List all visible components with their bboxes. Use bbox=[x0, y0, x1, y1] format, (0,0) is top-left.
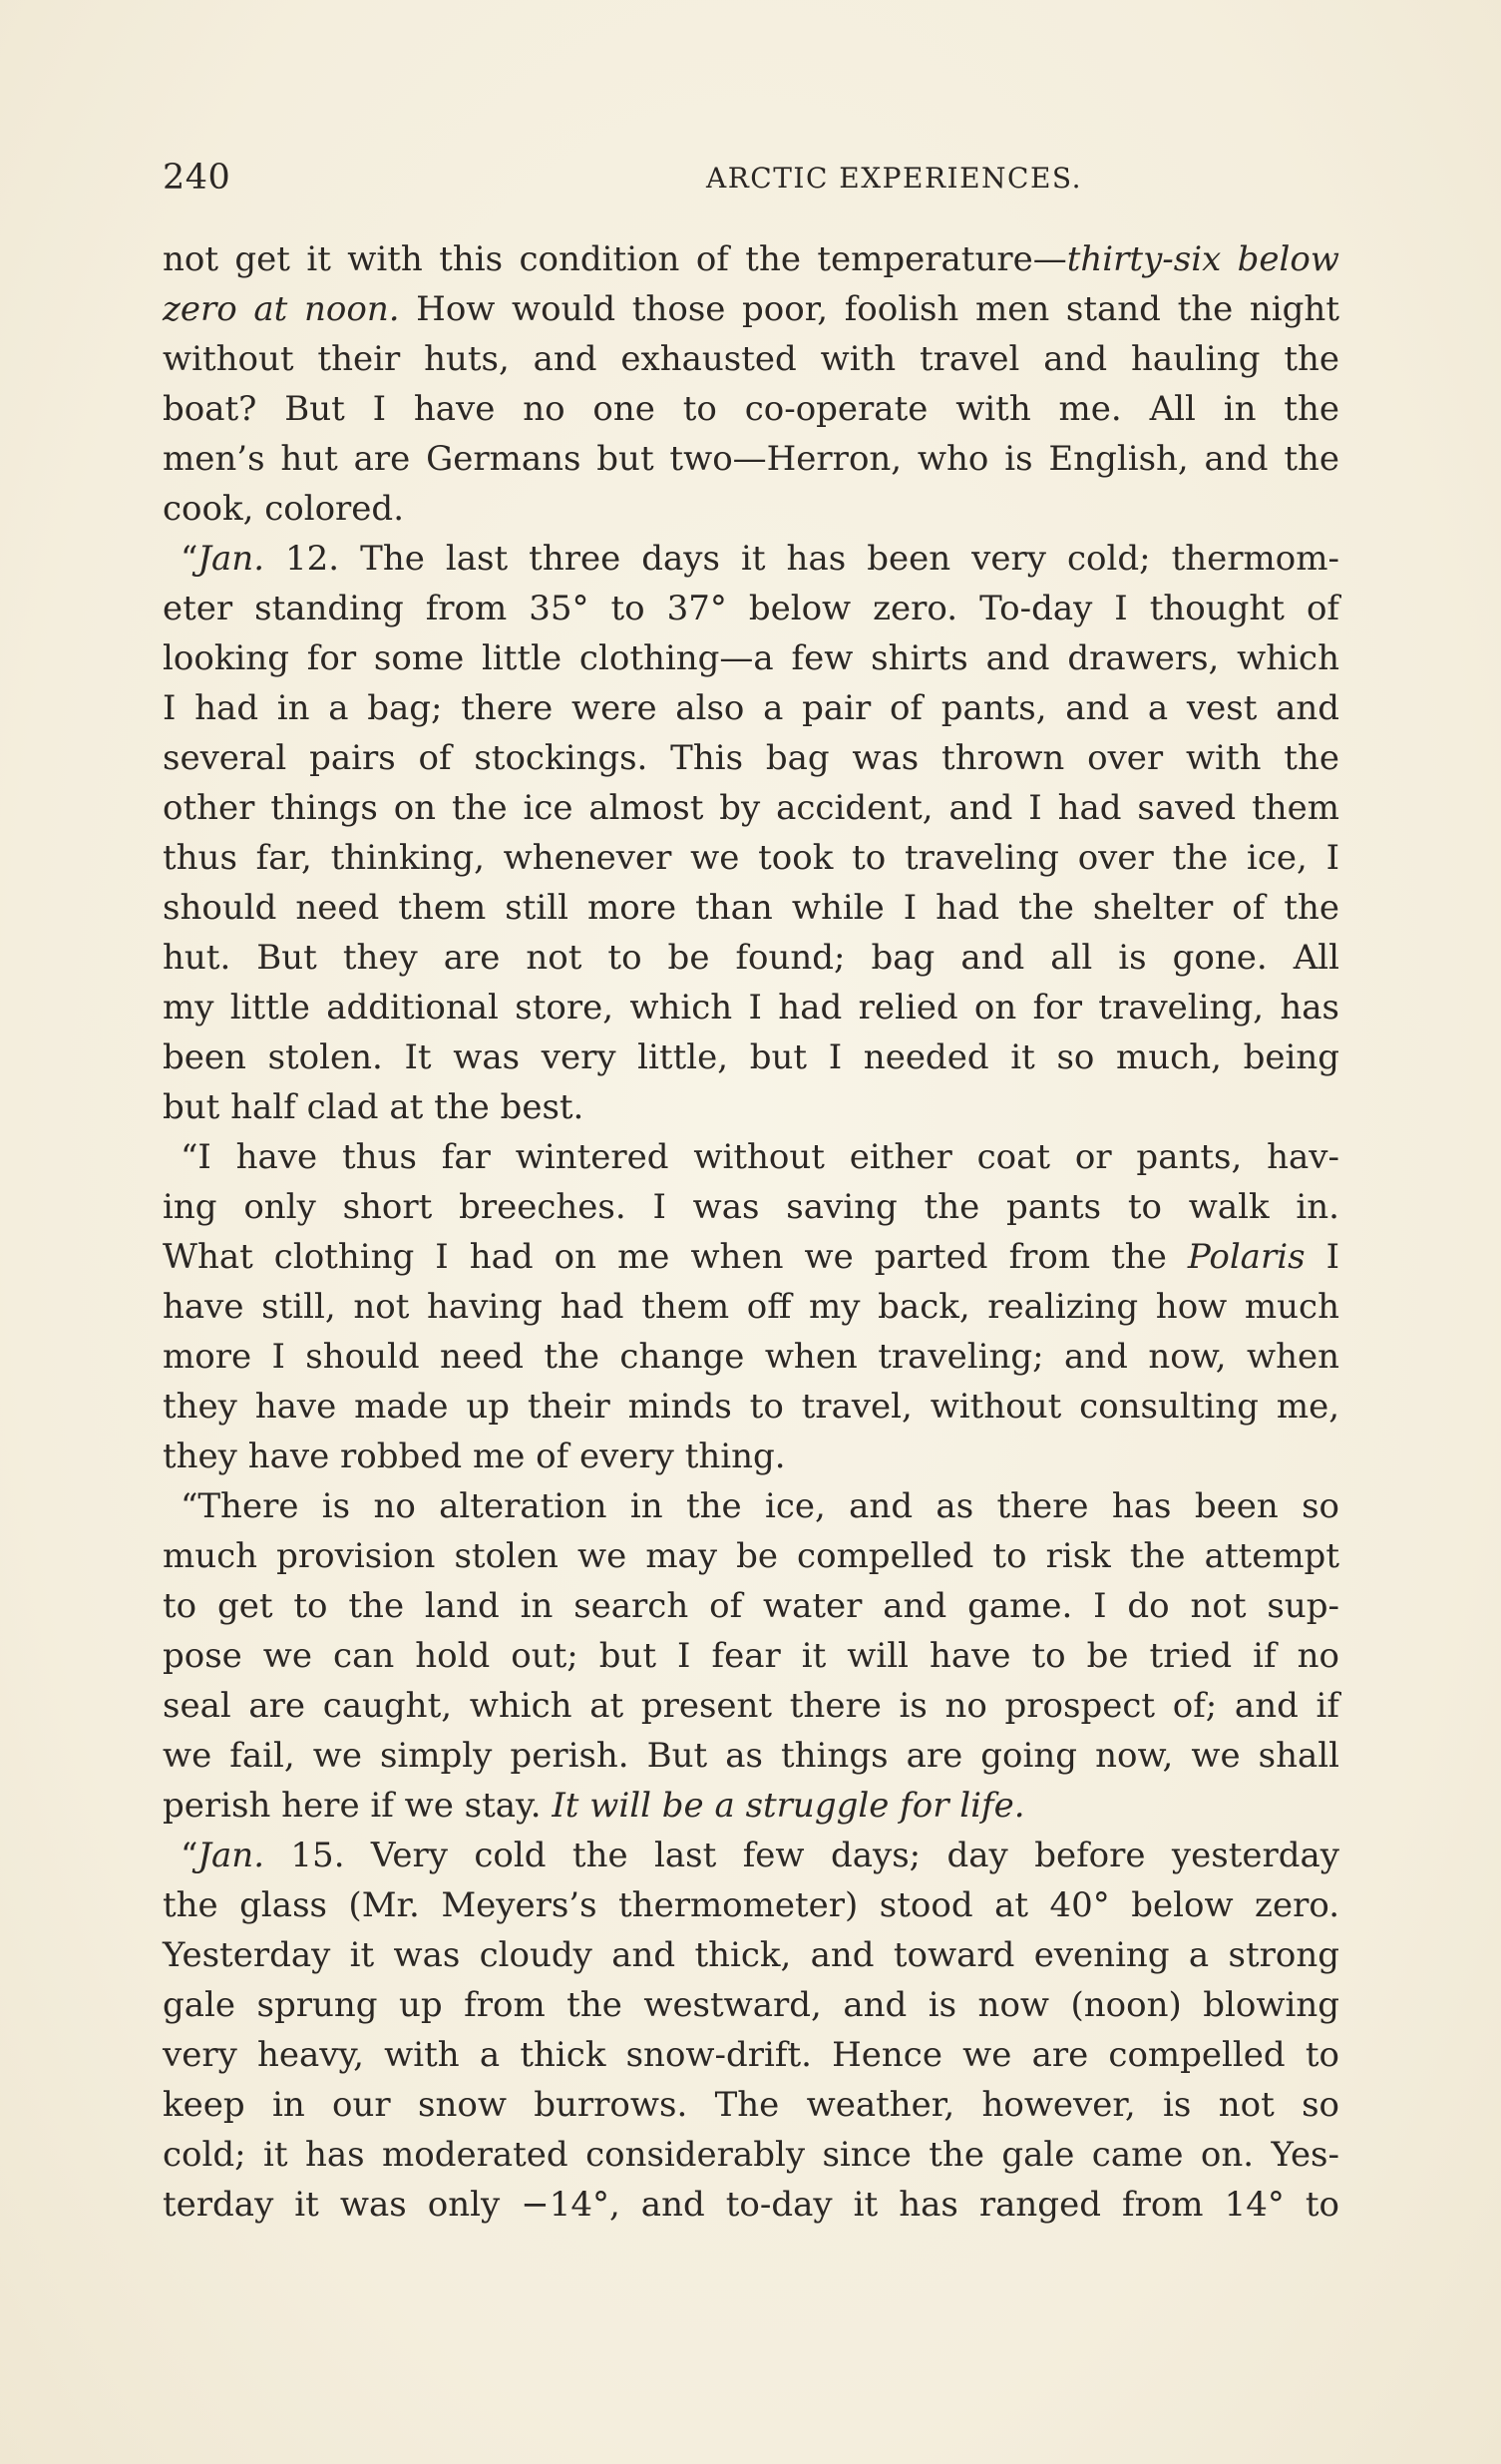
running-head bbox=[163, 158, 1344, 207]
text-segment: several pairs of stockings. This bag was thrown over with the bbox=[163, 738, 1339, 778]
text-segment: cold; it has moderated considerably since the gale came on. Yes- bbox=[163, 2135, 1339, 2175]
italic-text: thirty-six below bbox=[1066, 239, 1340, 279]
text-line bbox=[163, 1282, 1339, 1332]
text-segment: have still, not having had them off my back, realizing how much bbox=[163, 1287, 1339, 1327]
text-segment: I had in a bag; there were also a pair of pants, and a vest and bbox=[163, 688, 1339, 728]
text-line bbox=[163, 1432, 1339, 1481]
text-segment: ing only short breeches. I was saving the pants to walk in. bbox=[163, 1187, 1339, 1227]
text-segment: we fail, we simply perish. But as things are going now, we shall bbox=[163, 1736, 1339, 1776]
italic-text: Jan. bbox=[197, 1836, 264, 1875]
text-line bbox=[163, 1182, 1339, 1232]
text-segment: seal are caught, which at present there is no prospect of; and if bbox=[163, 1686, 1339, 1726]
text-line bbox=[163, 1831, 1339, 1880]
text-segment: 12. The last three days it has been very cold; thermom- bbox=[264, 539, 1339, 579]
text-line bbox=[163, 384, 1339, 434]
text-line bbox=[163, 584, 1339, 633]
text-segment: but half clad at the best. bbox=[163, 1087, 584, 1127]
running-title: ARCTIC EXPERIENCES. bbox=[706, 162, 1082, 195]
text-line bbox=[163, 1232, 1339, 1282]
text-segment: not get it with this condition of the temperature— bbox=[163, 239, 1067, 279]
body-text bbox=[163, 234, 1339, 2230]
text-line bbox=[163, 1332, 1339, 1382]
text-line bbox=[163, 1082, 1339, 1132]
text-segment: boat? But I have no one to co-operate with me. All in the bbox=[163, 389, 1339, 429]
text-segment: How would those poor, foolish men stand the night bbox=[399, 289, 1339, 329]
italic-text: Jan. bbox=[197, 539, 264, 579]
italic-text: Polaris bbox=[1187, 1237, 1306, 1277]
text-line bbox=[163, 234, 1339, 284]
text-line bbox=[163, 1581, 1339, 1631]
text-line bbox=[163, 1032, 1339, 1082]
text-segment: very heavy, with a thick snow-drift. Hence we are compelled to bbox=[163, 2035, 1339, 2075]
italic-text: It will be a struggle for life. bbox=[552, 1786, 1025, 1826]
text-segment: thus far, thinking, whenever we took to traveling over the ice, I bbox=[163, 838, 1339, 878]
text-line bbox=[163, 1681, 1339, 1731]
text-line bbox=[163, 883, 1339, 933]
text-line bbox=[163, 1731, 1339, 1781]
text-line bbox=[163, 2130, 1339, 2180]
text-line bbox=[163, 534, 1339, 584]
text-line bbox=[163, 983, 1339, 1032]
text-segment: looking for some little clothing—a few shirts and drawers, which bbox=[163, 638, 1339, 678]
text-line bbox=[163, 484, 1339, 534]
text-segment: cook, colored. bbox=[163, 489, 405, 529]
text-line bbox=[163, 1631, 1339, 1681]
text-segment: much provision stolen we may be compelled to risk the attempt bbox=[163, 1536, 1339, 1576]
text-segment: men’s hut are Germans but two—Herron, who is English, and the bbox=[163, 439, 1339, 479]
text-segment: without their huts, and exhausted with travel and hauling the bbox=[163, 339, 1339, 379]
text-line bbox=[163, 1980, 1339, 2030]
text-segment: “ bbox=[181, 1836, 198, 1875]
text-segment: “I have thus far wintered without either coat or pants, hav- bbox=[181, 1137, 1339, 1177]
text-line bbox=[163, 2030, 1339, 2080]
text-segment: gale sprung up from the westward, and is now (noon) blowing bbox=[163, 1985, 1339, 2025]
page-number: 240 bbox=[163, 158, 231, 198]
text-segment: other things on the ice almost by accident, and I had saved them bbox=[163, 788, 1339, 828]
text-line bbox=[163, 1531, 1339, 1581]
text-segment: “There is no alteration in the ice, and as there has been so bbox=[181, 1486, 1339, 1526]
text-segment: pose we can hold out; but I fear it will have to be tried if no bbox=[163, 1636, 1339, 1676]
text-segment: perish here if we stay. bbox=[163, 1786, 553, 1826]
text-line bbox=[163, 334, 1339, 384]
text-segment: hut. But they are not to be found; bag and all is gone. All bbox=[163, 938, 1339, 978]
text-line bbox=[163, 1880, 1339, 1930]
text-line bbox=[163, 1481, 1339, 1531]
text-line bbox=[163, 783, 1339, 833]
text-segment: should need them still more than while I had the shelter of the bbox=[163, 888, 1339, 928]
text-line bbox=[163, 284, 1339, 334]
text-line bbox=[163, 933, 1339, 983]
text-segment: they have robbed me of every thing. bbox=[163, 1437, 786, 1476]
text-segment: 15. Very cold the last few days; day before yesterday bbox=[264, 1836, 1339, 1875]
text-segment: terday it was only −14°, and to-day it has ranged from 14° to bbox=[163, 2185, 1339, 2225]
text-line bbox=[163, 1382, 1339, 1432]
text-segment: they have made up their minds to travel, without consulting me, bbox=[163, 1387, 1339, 1427]
text-segment: “ bbox=[181, 539, 198, 579]
text-segment: more I should need the change when traveling; and now, when bbox=[163, 1337, 1339, 1377]
text-line bbox=[163, 633, 1339, 683]
text-segment: What clothing I had on me when we parted from the bbox=[163, 1237, 1188, 1277]
text-line bbox=[163, 833, 1339, 883]
text-line bbox=[163, 683, 1339, 733]
text-segment: Yesterday it was cloudy and thick, and toward evening a strong bbox=[163, 1935, 1339, 1975]
text-line bbox=[163, 2080, 1339, 2130]
text-segment: eter standing from 35° to 37° below zero. To-day I thought of bbox=[163, 589, 1339, 628]
text-segment: my little additional store, which I had relied on for traveling, has bbox=[163, 988, 1339, 1027]
italic-text: zero at noon. bbox=[163, 289, 400, 329]
text-segment: keep in our snow burrows. The weather, however, is not so bbox=[163, 2085, 1339, 2125]
text-segment: to get to the land in search of water and game. I do not sup- bbox=[163, 1586, 1339, 1626]
text-line bbox=[163, 1781, 1339, 1831]
text-segment: I bbox=[1305, 1237, 1339, 1277]
text-line bbox=[163, 2180, 1339, 2230]
text-line bbox=[163, 434, 1339, 484]
text-line bbox=[163, 1132, 1339, 1182]
text-line bbox=[163, 733, 1339, 783]
text-line bbox=[163, 1930, 1339, 1980]
text-segment: been stolen. It was very little, but I needed it so much, being bbox=[163, 1037, 1339, 1077]
text-segment: the glass (Mr. Meyers’s thermometer) stood at 40° below zero. bbox=[163, 1885, 1339, 1925]
